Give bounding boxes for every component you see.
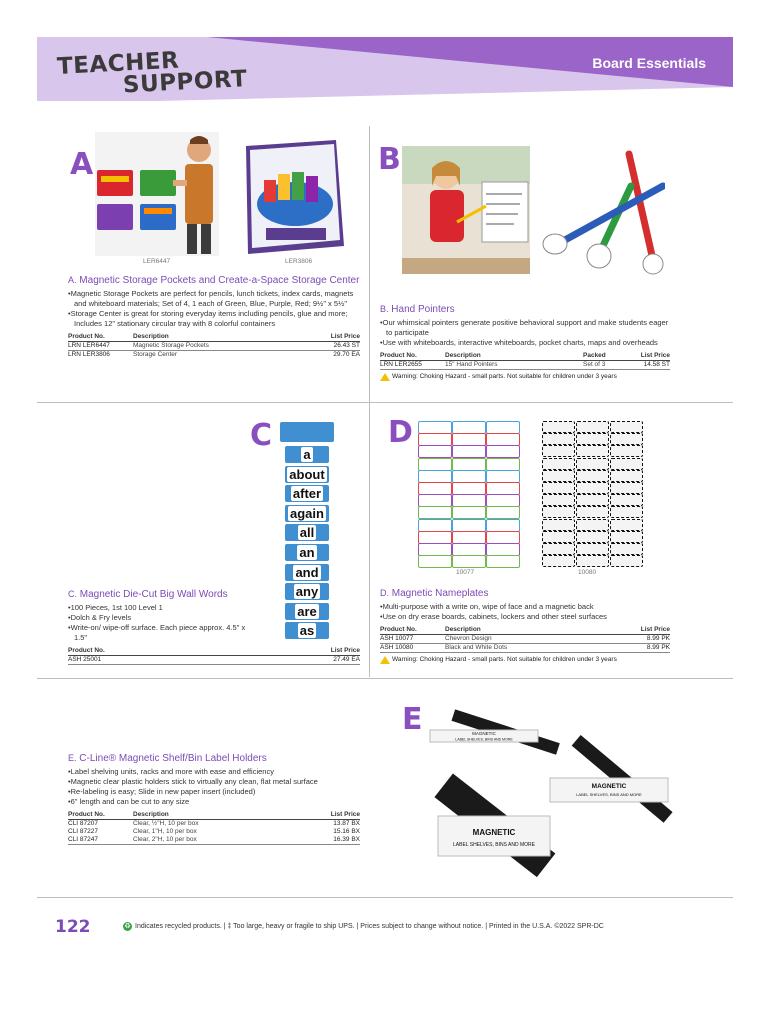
nameplate	[542, 519, 575, 531]
nameplate	[576, 531, 609, 543]
col-header: Product No.	[380, 626, 445, 635]
product-code-label: LER3806	[285, 258, 313, 265]
nameplate	[576, 482, 609, 494]
label-holders-image	[420, 700, 720, 880]
storage-center-image	[240, 140, 348, 256]
nameplate	[610, 531, 643, 543]
product-letter-d: D	[388, 415, 413, 450]
word-card	[285, 505, 329, 522]
brand-line-1: TEACHER	[56, 47, 180, 80]
nameplate	[452, 433, 486, 446]
product-d-table	[380, 626, 670, 653]
product-d-info	[380, 587, 670, 665]
nameplate	[486, 519, 520, 532]
nameplate	[610, 458, 643, 470]
product-letter-e: E	[402, 702, 423, 737]
cell: Clear, 2"H, 10 per box	[133, 836, 290, 845]
table-row	[68, 656, 360, 665]
page-header	[37, 37, 733, 101]
product-b-title	[380, 303, 670, 316]
nameplate	[418, 433, 452, 446]
cell: 15" Hand Pointers	[445, 361, 583, 370]
col-header: Product No.	[68, 333, 133, 342]
col-header: List Price	[621, 352, 670, 361]
recycle-icon: ♻	[124, 923, 131, 930]
table-row	[68, 342, 360, 351]
warning-icon	[380, 656, 390, 664]
nameplate	[610, 555, 643, 567]
nameplate	[486, 494, 520, 507]
nameplate	[576, 421, 609, 433]
word-card	[285, 446, 329, 463]
brand-logo	[56, 47, 248, 99]
nameplate	[486, 506, 520, 519]
nameplate	[452, 519, 486, 532]
nameplate	[486, 543, 520, 556]
nameplate	[486, 482, 520, 495]
divider	[369, 126, 370, 677]
label-holder-text-big: MAGNETIC	[472, 731, 496, 736]
bullet: • 6" length and can be cut to any size	[68, 797, 338, 807]
product-a-title-text: Magnetic Storage Pockets and Create-a-Space Storage Center	[79, 275, 360, 286]
product-a-info	[68, 274, 360, 359]
bullet: • Magnetic clear plastic holders stick to virtually any clean, flat metal surface	[68, 777, 338, 787]
label-holder-text-small: LABEL SHELVES, BINS AND MORE	[576, 792, 642, 797]
cell: ASH 10077	[380, 635, 445, 644]
nameplate	[576, 433, 609, 445]
nameplate	[452, 445, 486, 458]
bullet: • Magnetic Storage Pockets are perfect for pencils, lunch tickets, index cards, magnets and whiteboard materials; Set of 4, 1 each of Green, Blue, Purple, Red; 9½" x 5½"	[68, 289, 360, 309]
nameplate	[610, 445, 643, 457]
nameplate	[486, 531, 520, 544]
product-letter-c: C	[250, 418, 273, 453]
label-holder-text-small: LABEL SHELVES, BINS AND MORE	[455, 737, 513, 742]
nameplate	[542, 433, 575, 445]
word-card-text: an	[299, 545, 315, 560]
word-card	[285, 544, 329, 561]
nameplate	[418, 445, 452, 458]
cell: CLI 87207	[68, 820, 98, 827]
word-card-text: and	[295, 564, 319, 580]
product-code-label: 10077	[456, 569, 475, 576]
warning-text: Warning: Choking Hazard - small parts. Not suitable for children under 3 years	[392, 656, 617, 663]
product-a-bullets	[68, 289, 360, 329]
nameplate	[486, 445, 520, 458]
cell: 16.39 BX	[290, 836, 360, 845]
product-e-info	[68, 752, 360, 845]
table-row	[68, 836, 360, 845]
table-row	[380, 361, 670, 370]
cell: Black and White Dots	[445, 644, 598, 653]
nameplate	[418, 421, 452, 434]
nameplate	[452, 470, 486, 483]
col-header: Description	[133, 333, 297, 342]
nameplate	[610, 482, 643, 494]
product-c-title-text: Magnetic Die-Cut Big Wall Words	[79, 589, 228, 600]
col-header: List Price	[231, 647, 360, 656]
nameplate	[542, 445, 575, 457]
cell: Storage Center	[133, 351, 178, 358]
product-c-bullets	[68, 603, 253, 643]
nameplate	[418, 555, 452, 568]
nameplate	[542, 482, 575, 494]
product-c-info	[68, 588, 360, 665]
bullet: • Use with whiteboards, interactive whiteboards, pocket charts, maps and overheads	[380, 338, 670, 348]
nameplate	[542, 421, 575, 433]
col-header: Packed	[583, 352, 621, 361]
product-d-prefix: D.	[380, 588, 389, 598]
cell: 27.49 EA	[231, 656, 360, 665]
label-holder-text-big: MAGNETIC	[472, 828, 516, 837]
nameplate	[452, 482, 486, 495]
footer-divider	[37, 897, 733, 898]
bullet: • Write-on/ wipe-off surface. Each piece approx. 4.5" x 1.5"	[68, 623, 253, 643]
nameplate	[610, 433, 643, 445]
nameplate	[452, 555, 486, 568]
nameplate	[610, 543, 643, 555]
nameplate	[452, 494, 486, 507]
nameplate	[576, 494, 609, 506]
nameplate	[418, 543, 452, 556]
brand-line-2: SUPPORT	[122, 66, 248, 99]
choking-warning	[380, 372, 670, 382]
col-header: Description	[445, 352, 583, 361]
word-card-text: as	[299, 623, 315, 639]
nameplate	[486, 421, 520, 434]
hand-pointer-photo	[402, 146, 530, 274]
cell: CLI 87227	[68, 828, 98, 835]
bullet: • Re-labeling is easy; Slide in new paper insert (included)	[68, 787, 338, 797]
bullet: • 100 Pieces, 1st 100 Level 1	[68, 603, 253, 613]
product-d-bullets	[380, 602, 670, 622]
cell: ASH 10080	[380, 644, 445, 653]
product-letter-a: A	[70, 147, 94, 182]
nameplate	[542, 531, 575, 543]
product-d-title-text: Magnetic Nameplates	[391, 588, 489, 599]
col-header: Description	[133, 811, 290, 820]
nameplate	[452, 506, 486, 519]
product-e-title-text: C-Line® Magnetic Shelf/Bin Label Holders	[79, 753, 267, 764]
product-letter-b: B	[378, 142, 401, 177]
product-b-prefix: B.	[380, 304, 389, 314]
cell: 8.99 PK	[598, 644, 670, 653]
product-b-table	[380, 352, 670, 370]
cell: 8.99 PK	[598, 635, 670, 644]
word-card-text: after	[292, 486, 322, 502]
bullet: • Label shelving units, racks and more with ease and efficiency	[68, 767, 338, 777]
nameplate	[452, 458, 486, 471]
bullet: • Storage Center is great for storing everyday items including pencils, glue and more; Includes 12" stationary circular tray with 8 colorful containers	[68, 309, 360, 329]
product-e-bullets	[68, 767, 338, 807]
nameplate	[576, 543, 609, 555]
nameplate	[418, 506, 452, 519]
wall-words-package	[280, 422, 334, 442]
nameplate	[452, 543, 486, 556]
nameplate	[610, 519, 643, 531]
nameplate	[486, 458, 520, 471]
nameplate	[610, 421, 643, 433]
product-code-label: LER6447	[143, 258, 171, 265]
nameplate	[418, 470, 452, 483]
col-header: Product No.	[68, 811, 133, 820]
bullet: • Use on dry erase boards, cabinets, lockers and other steel surfaces	[380, 612, 670, 622]
word-card-text: any	[295, 584, 319, 600]
divider	[37, 678, 733, 679]
nameplate	[576, 458, 609, 470]
col-header: Product No.	[68, 647, 231, 656]
bullet: • Multi-purpose with a write on, wipe of face and a magnetic back	[380, 602, 670, 612]
product-d-title	[380, 587, 670, 600]
product-e-title	[68, 752, 360, 765]
cell: LRN LER3806	[68, 351, 110, 358]
col-header: List Price	[290, 811, 360, 820]
word-card-text: again	[290, 505, 324, 521]
footer-note-text: Indicates recycled products. | ‡ Too large, heavy or fragile to ship UPS. | Prices subject to change without notice. | Printed in the U.S.A. ©2022 SPR-DC	[135, 923, 604, 930]
footer-note	[123, 922, 604, 931]
hand-pointers-image	[535, 148, 665, 278]
product-code-label: 10080	[578, 569, 597, 576]
label-holder-text-big: MAGNETIC	[591, 783, 627, 790]
cell: Clear, 1"H, 10 per box	[133, 828, 197, 835]
table-row	[380, 644, 670, 653]
cell: 15.16 BX	[333, 828, 360, 835]
nameplate	[576, 519, 609, 531]
nameplate	[542, 506, 575, 518]
word-card	[285, 564, 329, 581]
word-card	[285, 466, 329, 483]
product-b-title-text: Hand Pointers	[391, 304, 455, 315]
word-card	[285, 524, 329, 541]
cell: 13.87 BX	[333, 820, 360, 827]
product-a-table	[68, 333, 360, 359]
table-row	[68, 828, 360, 836]
nameplate	[610, 494, 643, 506]
word-card	[285, 485, 329, 502]
word-card-text: all	[299, 525, 315, 541]
divider	[37, 402, 733, 403]
cell: CLI 87247	[68, 836, 133, 845]
nameplate	[576, 555, 609, 567]
cell: Magnetic Storage Pockets	[133, 342, 297, 351]
cell: LRN LER6447	[68, 342, 133, 351]
nameplate	[452, 531, 486, 544]
cell: Set of 3	[583, 361, 621, 370]
nameplate	[576, 470, 609, 482]
cell: Chevron Design	[445, 635, 598, 644]
section-title: Board Essentials	[592, 55, 706, 71]
nameplate	[610, 470, 643, 482]
nameplate	[418, 494, 452, 507]
product-b-bullets	[380, 318, 670, 348]
word-card-text: are	[297, 603, 317, 619]
word-card-text: a	[303, 447, 311, 462]
product-c-prefix: C.	[68, 589, 77, 599]
product-e-table	[68, 811, 360, 845]
col-header: Product No.	[380, 352, 445, 361]
col-header: List Price	[598, 626, 670, 635]
nameplate	[542, 494, 575, 506]
table-row	[68, 820, 360, 829]
product-c-table	[68, 647, 360, 665]
product-c-title	[68, 588, 360, 601]
nameplate	[542, 470, 575, 482]
nameplate	[576, 445, 609, 457]
product-e-prefix: E.	[68, 753, 77, 763]
warning-icon	[380, 373, 390, 381]
nameplate	[576, 506, 609, 518]
cell: 29.70 EA	[333, 351, 360, 358]
nameplate	[542, 555, 575, 567]
nameplate	[486, 433, 520, 446]
nameplate	[418, 519, 452, 532]
nameplate	[452, 421, 486, 434]
label-holder-text-small: LABEL SHELVES, BINS AND MORE	[453, 842, 535, 848]
nameplate	[542, 543, 575, 555]
cell: LRN LER2655	[380, 361, 445, 370]
warning-text: Warning: Choking Hazard - small parts. Not suitable for children under 3 years	[392, 373, 617, 380]
nameplate	[542, 458, 575, 470]
cell: Clear, ½"H, 10 per box	[133, 820, 199, 827]
cell: ASH 25001	[68, 656, 231, 665]
product-a-title	[68, 274, 360, 287]
table-row	[68, 351, 360, 360]
nameplate	[418, 531, 452, 544]
col-header: List Price	[297, 333, 360, 342]
choking-warning	[380, 655, 670, 665]
nameplate	[418, 458, 452, 471]
product-a-prefix: A.	[68, 275, 77, 285]
cell: 26.43 ST	[297, 342, 360, 351]
col-header: Description	[445, 626, 598, 635]
bullet: • Our whimsical pointers generate positive behavioral support and make students eager to participate	[380, 318, 670, 338]
page-number: 122	[55, 917, 91, 937]
nameplate	[610, 506, 643, 518]
nameplate	[418, 482, 452, 495]
storage-pockets-image	[95, 132, 219, 256]
nameplate	[486, 470, 520, 483]
product-b-info	[380, 303, 670, 382]
word-card-text: about	[289, 466, 325, 482]
cell: 14.58 ST	[621, 361, 670, 370]
table-row	[380, 635, 670, 644]
nameplate	[486, 555, 520, 568]
bullet: • Dolch & Fry levels	[68, 613, 253, 623]
